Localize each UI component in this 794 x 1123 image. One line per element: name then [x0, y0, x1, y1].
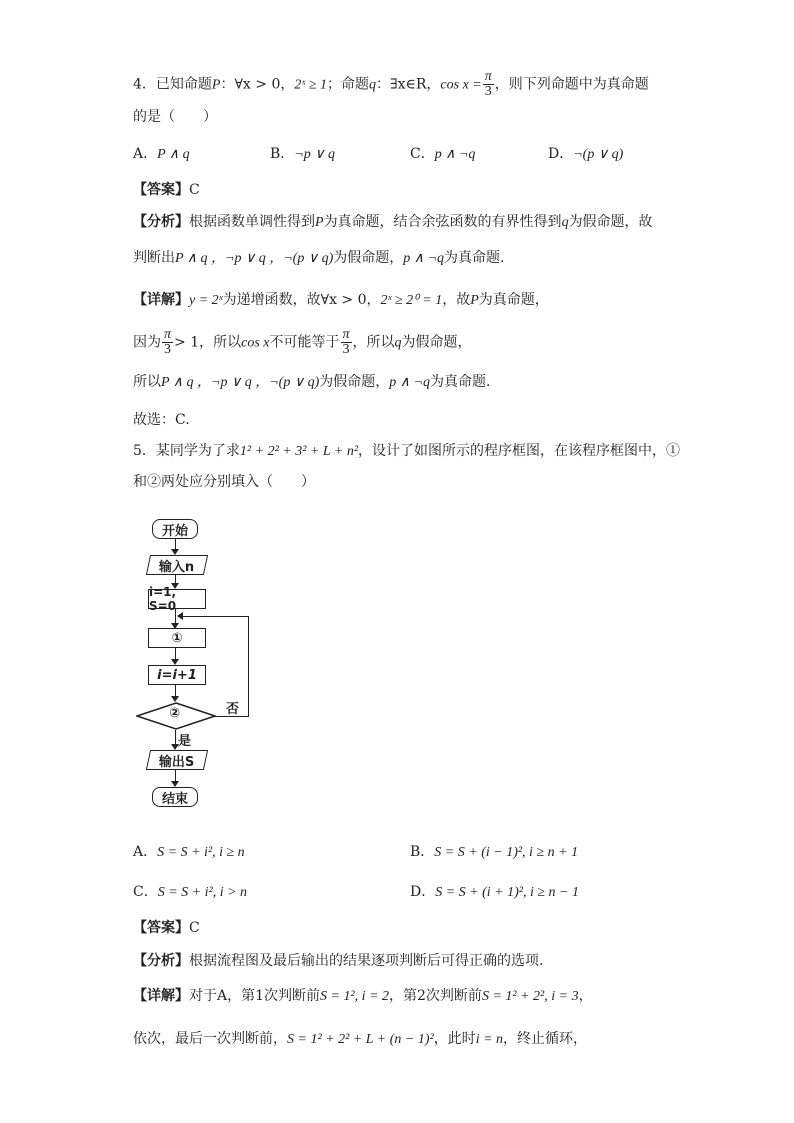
fc-no-label: 否 — [226, 702, 240, 717]
fc-init: i=1, S=0 — [148, 589, 206, 609]
q4-option-b: B．¬p ∨ q — [270, 146, 335, 162]
q4-detail-line2: 因为 $\frac{\pi}{3}$ > 1，所以cos x不可能等于 $\frac{\pi}{3}$ ，所以q为假命题， — [133, 327, 472, 357]
fc-input: 输入n — [146, 555, 208, 575]
q5-stem-line1: 5．某同学为了求1² + 2² + 3² + L + n²，设计了如图所示的程序框图，在该程序框图中，① — [133, 443, 681, 459]
q5-option-d: D．S = S + (i + 1)², i ≥ n − 1 — [410, 884, 580, 900]
q4-option-d: D．¬(p ∨ q) — [548, 146, 624, 162]
q4-option-c: C．p ∧ ¬q — [410, 146, 476, 162]
fc-step1: ① — [148, 628, 206, 648]
q5-detail-line2: 依次，最后一次判断前，S = 1² + 2² + L + (n − 1)²，此时i = n，终止循环， — [133, 1031, 588, 1047]
q4-pi-over-3: $\frac{\pi}{3}$ — [484, 69, 492, 99]
q4-stem-line1: 4．已知命题P：∀x > 0，2ˣ ≥ 1；命题q：∃x∈R，cos x = $\frac{\pi}{3}$ ，则下列命题中为真命题 — [133, 69, 649, 99]
q4-analysis-line2: 判断出P ∧ q ，¬p ∨ q ，¬(p ∨ q)为假命题，p ∧ ¬q为真命题. — [133, 250, 505, 266]
fc-start: 开始 — [152, 519, 198, 539]
q4-stem-line2: 的是（ ） — [133, 109, 217, 125]
fc-yes-label: 是 — [178, 734, 192, 749]
q4-detail-line3: 所以P ∧ q ，¬p ∨ q ，¬(p ∨ q)为假命题，p ∧ ¬q为真命题. — [133, 374, 491, 390]
fc-increment: i=i+1 — [148, 665, 206, 685]
q4-detail-line1: 【详解】y = 2ˣ为递增函数，故∀x > 0，2ˣ ≥ 2⁰ = 1，故P为真命题， — [133, 292, 549, 308]
q5-analysis: 【分析】根据流程图及最后输出的结果逐项判断后可得正确的选项. — [133, 953, 544, 969]
q4-conclusion: 故选：C. — [133, 412, 190, 428]
q5-option-c: C．S = S + i², i > n — [133, 884, 248, 900]
q4-answer: 【答案】C — [133, 182, 200, 198]
q4-analysis-line1: 【分析】根据函数单调性得到P为真命题，结合余弦函数的有界性得到q为假命题，故 — [133, 214, 653, 230]
q4-option-a: A．P ∧ q — [133, 146, 190, 162]
q5-option-b: B．S = S + (i − 1)², i ≥ n + 1 — [410, 844, 579, 860]
fc-end: 结束 — [152, 787, 198, 807]
q5-answer: 【答案】C — [133, 920, 200, 936]
q5-option-a: A．S = S + i², i ≥ n — [133, 844, 245, 860]
q5-detail-line1: 【详解】对于A，第1次判断前S = 1², i = 2，第2次判断前S = 1² + 2², i = 3， — [133, 988, 593, 1004]
fc-decision-label: ② — [169, 706, 181, 721]
q5-stem-line2: 和②两处应分别填入（ ） — [133, 474, 315, 490]
fc-output: 输出S — [146, 750, 208, 770]
